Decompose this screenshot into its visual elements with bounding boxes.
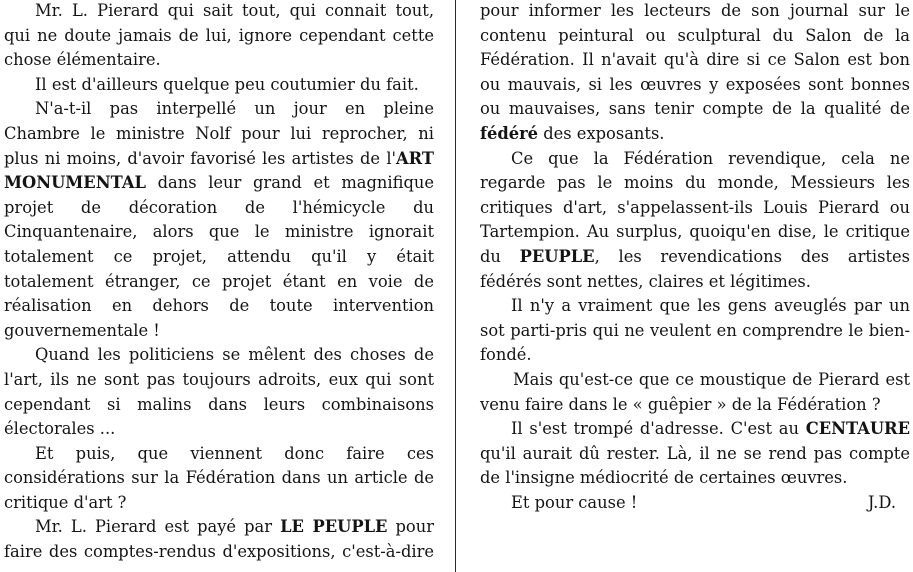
text-line: critique d'art ? [4,492,127,512]
text-line: totalement étranger, ce projet étant en voie de [4,271,434,291]
text-line: totalement ce projet, attendu qu'il y était [4,246,434,266]
bold-text: LE PEUPLE [280,517,388,537]
right-column [480,0,910,572]
text-line: Tartempion. Au surplus, quoiqu'en dise, le critique [480,222,910,242]
bold-text: PEUPLE [519,246,595,266]
text-line: Cinquantenaire, alors que le ministre ignorait [4,222,434,242]
text-fragment: Il s'est trompé d'adresse. C'est au [511,419,806,439]
bold-text: fédéré [480,123,539,143]
text-line: Et puis, que viennent donc faire ces [35,443,434,463]
text-line: contenu peintural ou sculptural du Salon de la [480,25,910,45]
text-line: projet de décoration de l'hémicycle du [4,197,434,217]
text-fragment: plus ni moins, d'avoir favorisé les artistes de l' [4,148,396,168]
closing-text: Et pour cause ! [511,492,638,512]
text-line: faire des comptes-rendus d'expositions, c'est-à-dire [4,542,434,562]
text-line: Mr. L. Pierard qui sait tout, qui connait tout, [35,1,434,20]
text-line: fédérés sont nettes, claires et légitimes. [480,271,811,291]
text-line [480,417,910,442]
text-line: Il n'y a vraiment que les gens aveuglés par un [511,296,910,316]
bold-text: ART [396,148,434,168]
text-line [480,122,910,147]
text-line: de l'insigne médiocrité de certaines œuvres. [480,468,848,488]
text-line: ou mauvais, si les œuvres y exposées sont bonnes [480,74,910,94]
text-line [4,147,434,172]
text-line [4,515,434,540]
text-line: Il est d'ailleurs quelque peu coutumier du fait. [35,74,419,94]
text-line: Fédération. Il n'avait qu'à dire si ce Salon est bon [480,50,910,70]
text-fragment: du [480,246,520,266]
text-fragment: , les revendications des artistes [594,246,910,266]
text-line: cependant si malins dans leurs combinaisons [4,394,434,414]
text-fragment: des exposants. [538,123,665,143]
text-line: sot parti-pris qui ne veulent en comprendre le bien- [480,320,910,340]
text-line [4,171,434,196]
right-column-text [480,0,910,515]
left-column [4,0,434,572]
bold-text: MONUMENTAL [4,173,146,193]
text-line: électorales ... [4,419,116,439]
text-line: fondé. [480,345,532,365]
text-line [480,245,910,270]
text-fragment: Mr. L. Pierard est payé par [35,517,281,537]
text-line: Quand les politiciens se mêlent des choses de [35,345,434,365]
text-line: venu faire dans le « guêpier » de la Fédération ? [480,394,881,414]
text-line: ou mauvaises, sans tenir compte de la qualité de [480,99,910,119]
closing-line [480,491,910,516]
column-divider [455,0,456,572]
text-fragment: dans leur grand et magnifique [145,173,434,193]
text-line: chose élémentaire. [4,50,161,70]
text-line: gouvernementale ! [4,320,160,340]
text-line: N'a-t-il pas interpellé un jour en pleine [35,99,434,119]
text-fragment: pour [387,517,435,537]
text-line: Mais qu'est-ce que ce moustique de Pierard est [513,369,910,389]
text-line: qui ne doute jamais de lui, ignore cependant cette [4,25,434,45]
signature: J.D. [867,492,896,512]
text-line: Ce que la Fédération revendique, cela ne [511,148,910,168]
text-line: qu'il aurait dû rester. Là, il ne se rend pas compte [480,443,910,463]
text-line: considérations sur la Fédération dans un article de [4,468,434,488]
text-line: réalisation en dehors de toute intervention [4,296,434,316]
left-column-text [4,0,434,565]
text-line: pour informer les lecteurs de son journal sur le [480,1,910,20]
text-line: Chambre le ministre Nolf pour lui reprocher, ni [4,123,434,143]
text-line: l'art, ils ne sont pas toujours adroits, eux qui sont [4,369,434,389]
text-line: regarde pas le moins du monde, Messieurs les [480,173,910,193]
text-line: critiques d'art, s'appelassent-ils Louis Pierard ou [480,197,910,217]
bold-text: CENTAURE [805,419,910,439]
